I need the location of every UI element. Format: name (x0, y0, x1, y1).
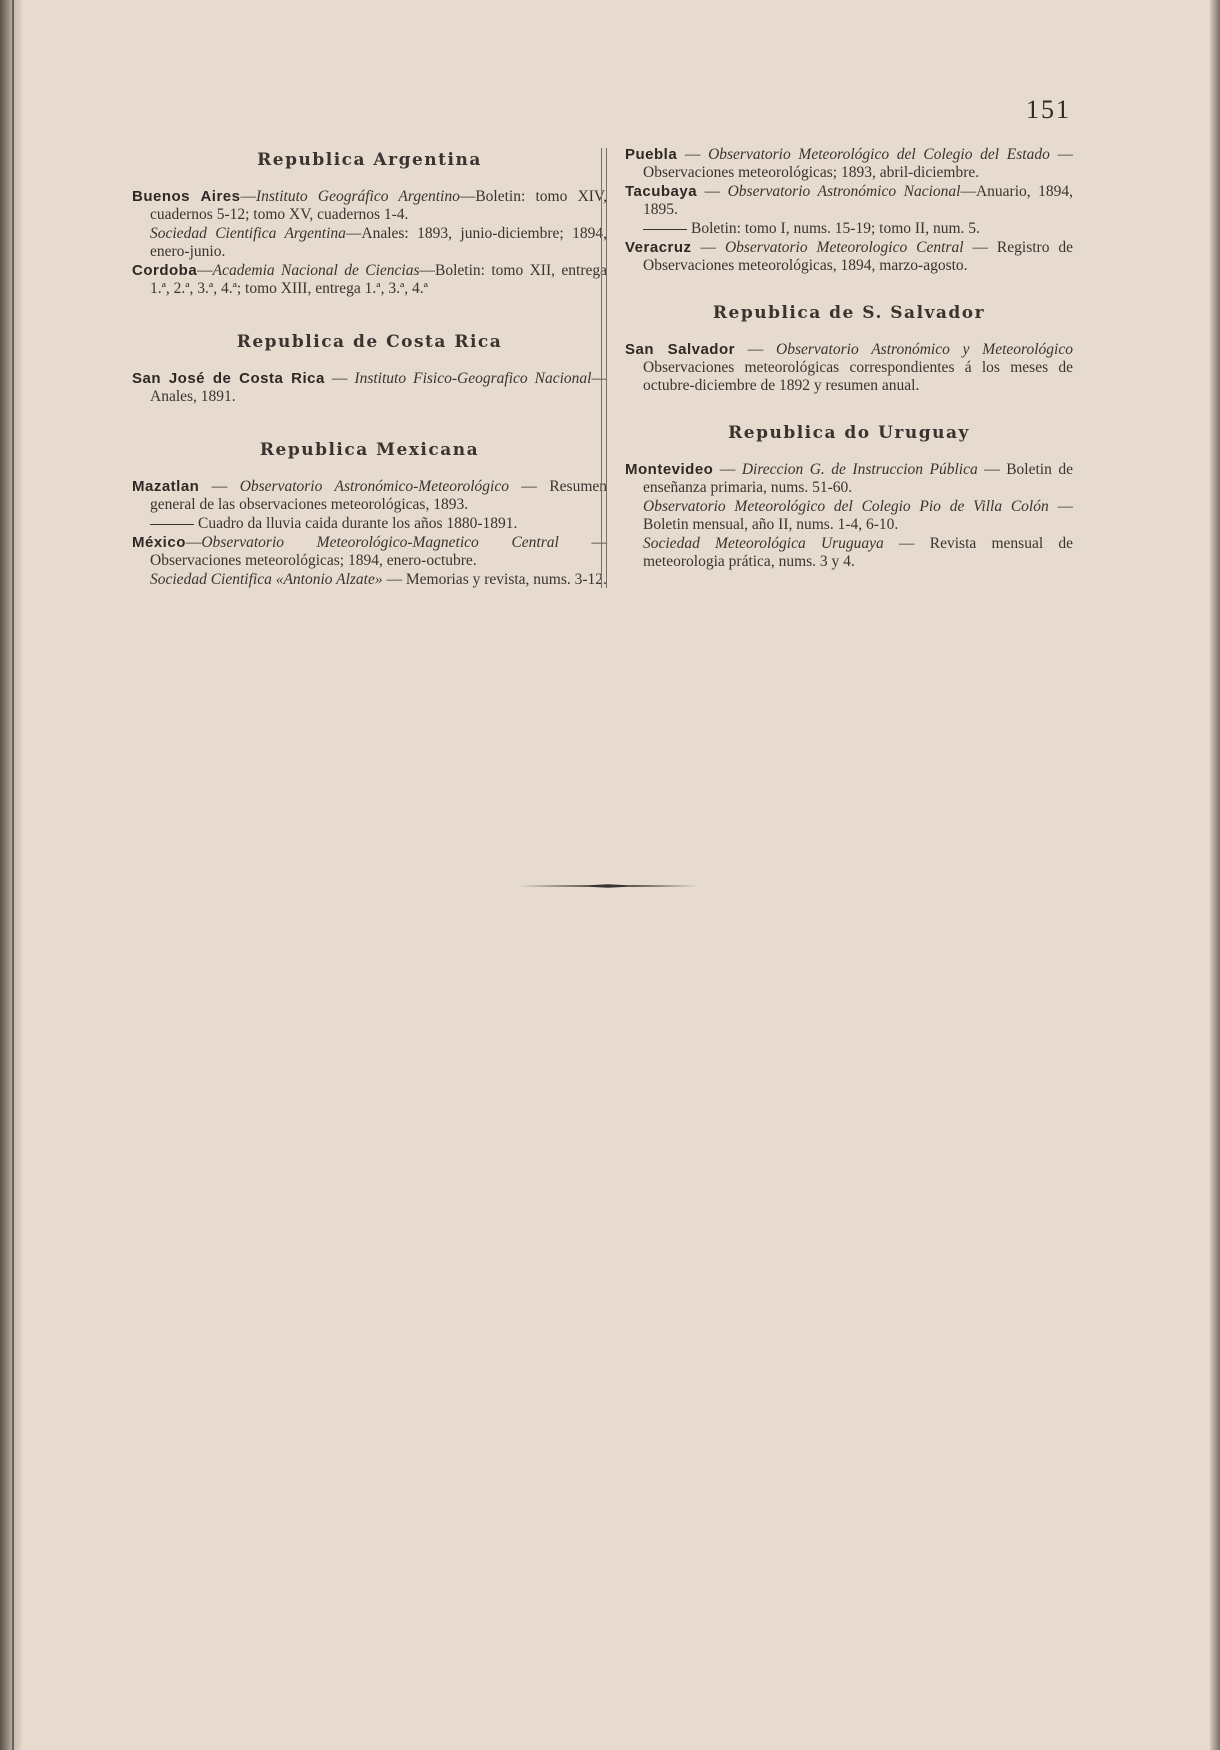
catalog-entry (132, 370, 607, 406)
publication-details: —Boletin: tomo XIV, cuadernos 5-12; tomo XV, cuadernos 1-4. (150, 188, 607, 223)
entry-separator: — (324, 370, 355, 387)
place-name: San Salvador (625, 341, 735, 358)
place-name: Mazatlan (132, 478, 200, 495)
institution-name: Observatorio Astronómico-Meteorológico (239, 478, 509, 495)
entry-separator: — (677, 146, 709, 163)
catalog-entry (625, 220, 1073, 238)
place-name: Cordoba (132, 262, 198, 279)
publication-details: — Memorias y revista, nums. 3-12. (382, 571, 607, 588)
column-divider (601, 148, 607, 588)
section-heading: Republica do Uruguay (728, 423, 970, 443)
section-heading: Republica de Costa Rica (236, 332, 503, 352)
ornamental-rule (518, 883, 698, 889)
publication-details: Boletin: tomo I, nums. 15-19; tomo II, num. 5. (691, 220, 980, 237)
institution-name: Instituto Fisico-Geografico Nacional (354, 370, 592, 387)
place-name: Montevideo (625, 461, 714, 478)
publication-details: — Observaciones meteorológicas; 1894, enero-octubre. (150, 534, 608, 569)
page-number: 151 (1026, 95, 1071, 124)
entry-separator: — (240, 188, 256, 205)
catalog-entry (625, 461, 1073, 497)
catalog-entry (132, 188, 607, 224)
publication-details: — Revista mensual de meteorologia prática, nums. 3 y 4. (643, 535, 1073, 570)
catalog-entry (625, 239, 1073, 275)
ditto-dash (150, 524, 194, 525)
page-spine (0, 0, 22, 1750)
ditto-dash (643, 229, 687, 230)
catalog-entry (132, 515, 607, 533)
institution-name: Direccion G. de Instruccion Pública (741, 461, 978, 478)
institution-name: Observatorio Astronómico y Meteorológico (776, 341, 1073, 358)
page-right-edge (1210, 0, 1220, 1750)
left-column (132, 146, 607, 590)
catalog-entry (132, 225, 607, 261)
institution-name: Observatorio Astronómico Nacional (727, 183, 961, 200)
right-column (625, 146, 1073, 572)
place-name: Veracruz (625, 239, 692, 256)
catalog-entry (625, 183, 1073, 219)
publication-details: — Boletin de enseñanza primaria, nums. 51-60. (643, 461, 1073, 496)
entry-separator: — (691, 239, 725, 256)
binding-edge (12, 0, 14, 1750)
entry-separator: — (197, 262, 213, 279)
institution-name: Observatorio Meteorológico-Magnetico Central (201, 534, 559, 551)
catalog-entry (625, 146, 1073, 182)
catalog-entry (625, 498, 1073, 534)
section-heading: Republica Mexicana (259, 440, 480, 460)
publication-details: — Registro de Observaciones meteorológicas, 1894, marzo-agosto. (643, 239, 1074, 274)
publication-details: —Observaciones meteorológicas; 1893, abril-diciembre. (643, 146, 1074, 181)
catalog-entry (625, 535, 1073, 571)
catalog-entry (132, 571, 607, 589)
place-name: Tacubaya (625, 183, 698, 200)
entry-separator: — (734, 341, 777, 358)
catalog-entry (132, 262, 607, 298)
catalog-entry (625, 341, 1073, 395)
publication-details: —Anuario, 1894, 1895. (643, 183, 1073, 218)
institution-name: Instituto Geográfico Argentino (255, 188, 460, 205)
institution-name: Academia Nacional de Ciencias (212, 262, 420, 279)
place-name: San José de Costa Rica (132, 370, 325, 387)
entry-separator: — (697, 183, 728, 200)
institution-name: Sociedad Cientifica «Antonio Alzate» (150, 571, 383, 588)
place-name: Puebla (625, 146, 678, 163)
entry-separator: — (185, 534, 202, 551)
publication-details: Cuadro da lluvia caida durante los años 1880-1891. (198, 515, 518, 532)
catalog-entry (132, 478, 607, 514)
place-name: Buenos Aires (132, 188, 241, 205)
section-heading: Republica Argentina (257, 150, 482, 170)
entry-separator: — (713, 461, 742, 478)
institution-name: Observatorio Meteorológico del Colegio Pio de Villa Colón (643, 498, 1049, 515)
publication-details: — Anales, 1891. (150, 370, 607, 405)
place-name: México (132, 534, 186, 551)
publication-details: —Anales: 1893, junio-diciembre; 1894, enero-junio. (150, 225, 607, 260)
institution-name: Sociedad Meteorológica Uruguaya (643, 535, 884, 552)
catalog-entry (132, 534, 607, 570)
publication-details: — Boletin mensual, año II, nums. 1-4, 6-10. (643, 498, 1074, 533)
institution-name: Observatorio Meteorologico Central (724, 239, 964, 256)
publication-details: —Boletin: tomo XII, entrega 1.ª, 2.ª, 3.ª, 4.ª; tomo XIII, entrega 1.ª, 3.ª, 4.ª (150, 262, 608, 297)
section-heading: Republica de S. Salvador (712, 303, 986, 323)
entry-separator: — (199, 478, 240, 495)
publication-details: — Resumen general de las observaciones meteorológicas, 1893. (150, 478, 608, 513)
institution-name: Observatorio Meteorológico del Colegio del Estado (708, 146, 1050, 163)
institution-name: Sociedad Cientifica Argentina (150, 225, 346, 242)
publication-details: Observaciones meteorológicas correspondientes á los meses de octubre-diciembre de 1892 y resumen anual. (643, 359, 1073, 394)
